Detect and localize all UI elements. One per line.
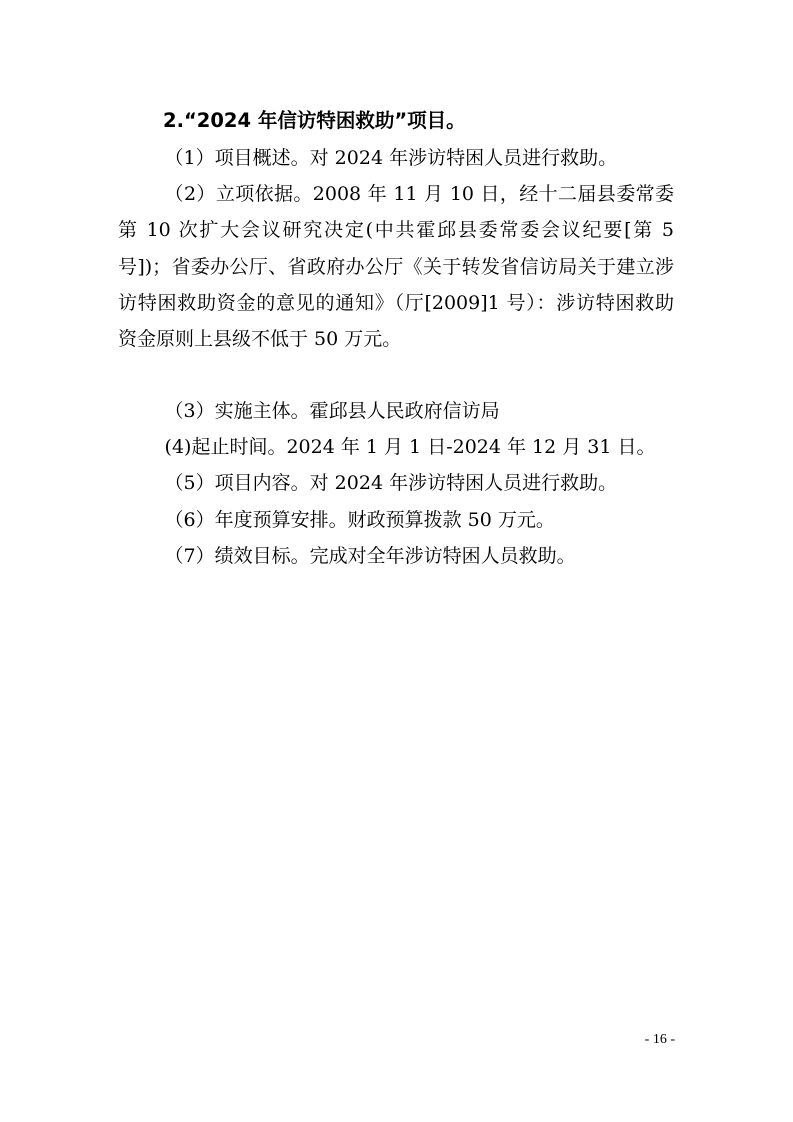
section-heading: 2.“2024 年信访特困救助”项目。 [163, 109, 466, 132]
paragraph-overview: （1）项目概述。对 2024 年涉访特困人员进行救助。 [164, 147, 618, 169]
paragraph-budget: （6）年度预算安排。财政预算拨款 50 万元。 [164, 508, 555, 531]
paragraph-implementer: （3）实施主体。霍邱县人民政府信访局 [164, 400, 500, 422]
paragraph-goal: （7）绩效目标。完成对全年涉访特困人员救助。 [164, 544, 576, 567]
document-body-continued [118, 393, 674, 574]
page-number: - 16 - [644, 1032, 675, 1047]
paragraph-period: (4)起止时间。2024 年 1 月 1 日-2024 年 12 月 31 日。 [164, 436, 656, 459]
document-body [118, 140, 674, 357]
paragraph-basis: （2）立项依据。2008 年 11 月 10 日，经十二届县委常委第 10 次扩大会议研究决定(中共霍邱县委常委会议纪要[第 5 号])；省委办公厅、省政府办公厅《关于转发省信访局关于建立涉访特困救助资金的意见的通知》（厅[2009]1 号）：涉访特困救助资金原则上县级不低于 50 万元。 [118, 183, 674, 351]
paragraph-content: （5）项目内容。对 2024 年涉访特困人员进行救助。 [164, 472, 618, 495]
